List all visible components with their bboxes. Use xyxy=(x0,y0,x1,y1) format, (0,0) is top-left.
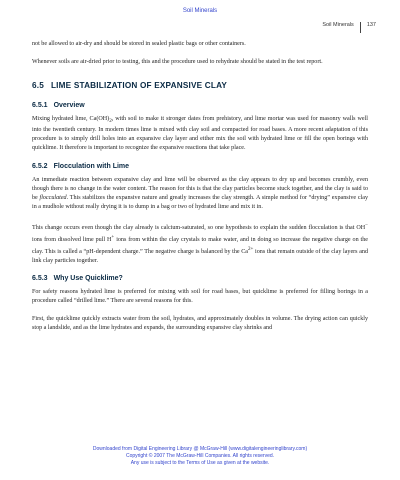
subscript: 2 xyxy=(109,118,112,125)
text-run: , with soil to make it stronger dates from prehistory, and lime mortar was used for masonry walls well into the twentieth century. In modern times lime is mixed with clay soil and compacted for road bases. A more recent adaptation of this procedure is to simply drill holes into an expansive clay layer and either mix the soil with hydrated lime or fill the open borings with quicklime. It therefore is important to recognize the expansive reactions that take place. xyxy=(32,116,368,152)
text-run: ions from dissolved lime pull H xyxy=(32,236,112,243)
subsection-title: Why Use Quicklime? xyxy=(53,274,123,282)
superscript: + xyxy=(111,233,115,240)
subsection-number: 6.5.1 xyxy=(32,102,48,110)
text-run: Mixing hydrated lime, Ca(OH) xyxy=(32,116,110,123)
subsection-title: Flocculation with Lime xyxy=(53,162,130,170)
paragraph xyxy=(32,221,368,266)
subsection-number: 6.5.3 xyxy=(32,274,48,282)
subsection-number: 6.5.2 xyxy=(32,162,48,170)
footer-copyright-line: Copyright © 2007 The McGraw-Hill Companies. All rights reserved. xyxy=(125,452,275,459)
paragraph xyxy=(32,176,368,212)
subsection-heading xyxy=(32,163,368,170)
paragraph: Whenever soils are air-dried prior to testing, this and the procedure used to rehydrate should be stated in the test report. xyxy=(32,59,323,66)
paragraph: First, the quicklime quickly extracts water from the soil, hydrates, and approximately doubles in volume. The drying action can quickly stop a landslide, and as the lime hydrates and expands, the surrounding expansive clay shrinks and xyxy=(32,316,368,332)
text-run: ions that remain outside of the clay layers and link clay particles together. xyxy=(32,248,368,264)
page-number: 137 xyxy=(360,22,376,33)
section-title: LIME STABILIZATION OF EXPANSIVE CLAY xyxy=(50,81,228,91)
copyright-footer xyxy=(0,446,400,466)
text-run: ions from within the clay crystals to make water, and in doing so increase the negative charge on the clay. This is called a “pH-dependent charge.” The negative charge is balanced by the Ca xyxy=(32,236,368,255)
text-run: . This stabilizes the expansive nature and greatly increases the clay strength. A simple method for “drying” expansive clay in a mudhole without really drying it is to dump in a bag or two of hydrated lime and mix it in. xyxy=(32,194,368,210)
site-header-title: Soil Minerals xyxy=(182,8,218,14)
section-heading xyxy=(32,81,368,90)
paragraph xyxy=(32,115,368,153)
page-body xyxy=(32,40,368,342)
running-section-title: Soil Minerals xyxy=(322,22,354,28)
paragraph: not be allowed to air-dry and should be stored in sealed plastic bags or other containers. xyxy=(32,41,246,47)
emphasis-term: flocculated xyxy=(39,194,67,201)
paragraph: For safety reasons hydrated lime is preferred for mixing with soil for road bases, but quicklime is preferred for filling borings in a procedure called “drilled lime.” There are several reasons for this. xyxy=(32,288,368,305)
footer-terms-line: Any use is subject to the Terms of Use as given at the website. xyxy=(130,459,270,466)
text-run: An immediate reaction between expansive clay and lime will be observed as the clay appears to dry up and becomes crumbly, even though there is no change in the water content. The reason for this is that the clay particles become stuck together, and the clay is said to be xyxy=(32,176,368,201)
text-run: This change occurs even though the clay already is calcium-saturated, so one hypothesis to explain the sudden flocculation is that OH xyxy=(32,224,366,231)
subsection-heading xyxy=(32,275,368,282)
superscript: − xyxy=(365,221,368,228)
section-number: 6.5 xyxy=(32,81,44,91)
subsection-title: Overview xyxy=(53,102,85,110)
footer-download-line: Downloaded from Digital Engineering Library @ McGraw-Hill (www.digitalengineeringlibrary.com) xyxy=(92,446,308,452)
subsection-heading xyxy=(32,102,368,109)
running-header xyxy=(322,22,376,33)
superscript: 2+ xyxy=(248,245,254,252)
